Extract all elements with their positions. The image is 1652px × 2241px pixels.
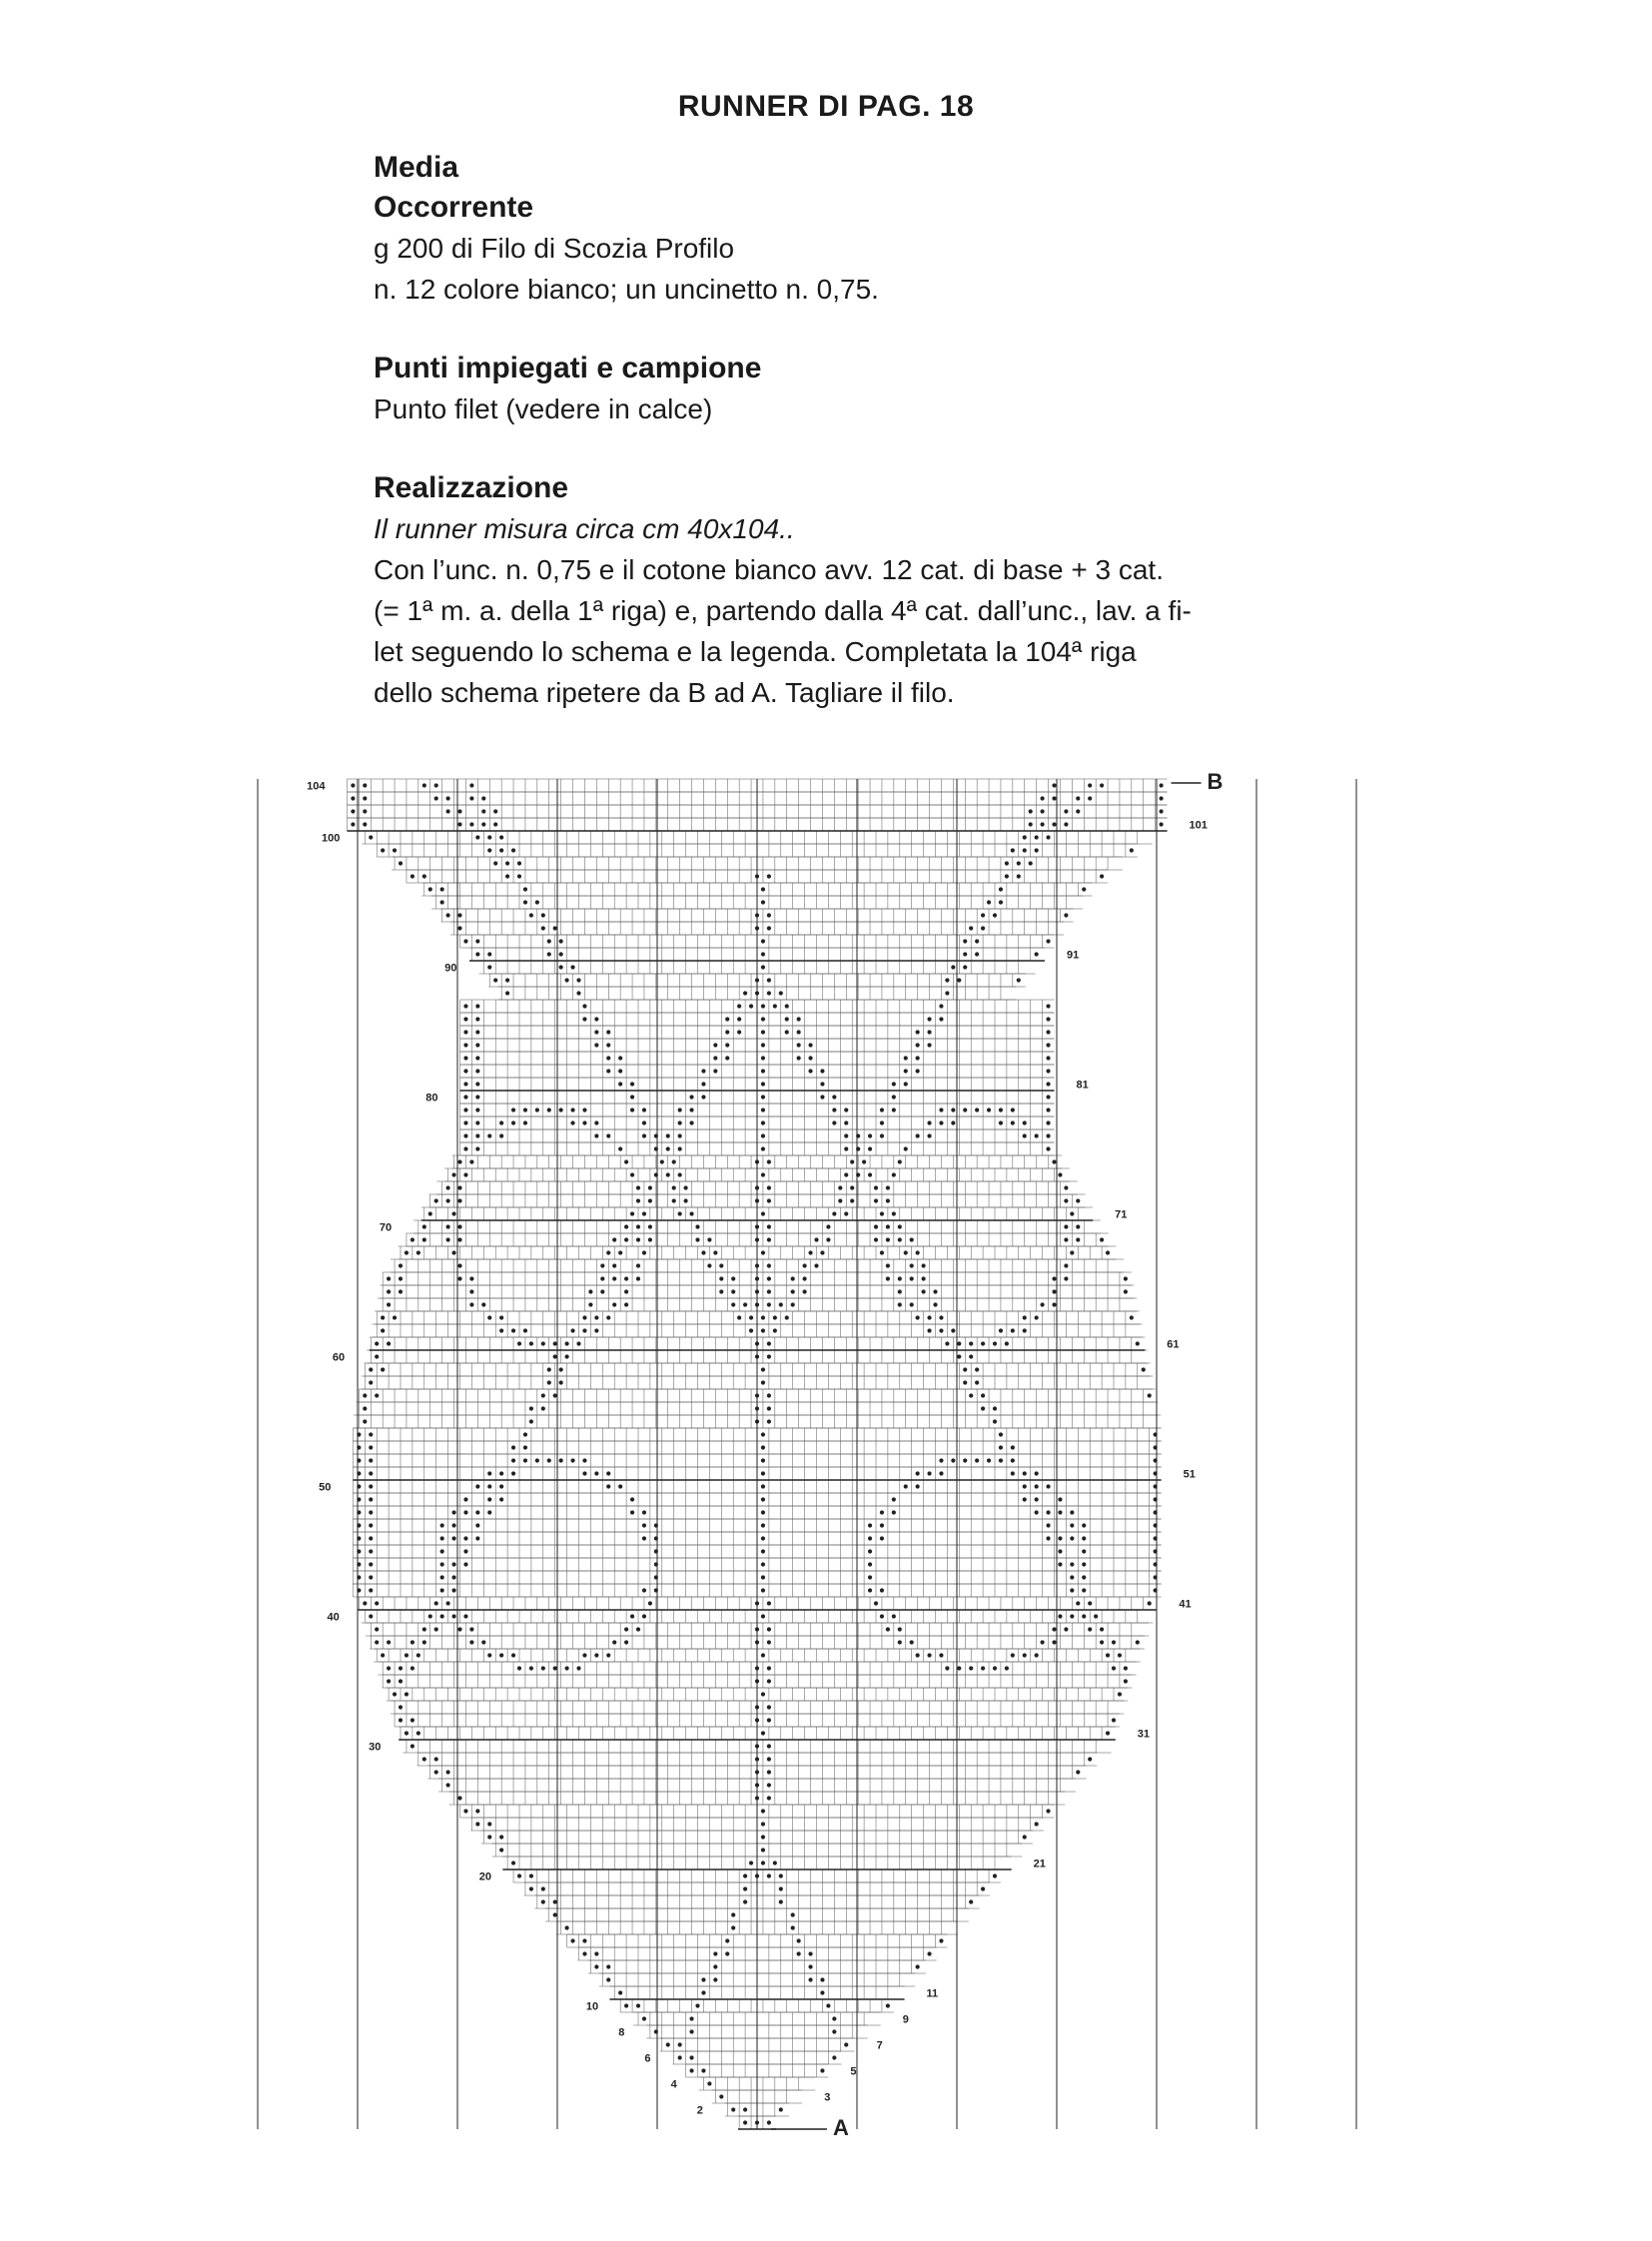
filet-chart-svg — [200, 759, 1458, 2157]
difficulty-heading: Media — [374, 151, 459, 184]
materials-line-2: n. 12 colore bianco; un uncinetto n. 0,75. — [374, 274, 879, 305]
execution-line-3: let seguendo lo schema e la legenda. Completata la 104ª riga — [374, 636, 1137, 667]
execution-line-1: Con l’unc. n. 0,75 e il cotone bianco avv. 12 cat. di base + 3 cat. — [374, 554, 1164, 585]
materials-line-1: g 200 di Filo di Scozia Profilo — [374, 233, 735, 264]
execution-size: Il runner misura circa cm 40x104.. — [374, 513, 795, 544]
execution-line-2: (= 1ª m. a. della 1ª riga) e, partendo dalla 4ª cat. dall’unc., lav. a fi- — [374, 595, 1192, 626]
instructions-block — [374, 148, 1292, 713]
execution-line-4: dello schema ripetere da B ad A. Tagliare il filo. — [374, 677, 955, 708]
stitches-text: Punto filet (vedere in calce) — [374, 393, 713, 424]
materials-heading: Occorrente — [374, 191, 534, 224]
stitches-heading: Punti impiegati e campione — [374, 352, 762, 384]
filet-chart — [200, 759, 1458, 2157]
execution-heading: Realizzazione — [374, 471, 569, 504]
page-title: RUNNER DI PAG. 18 — [677, 90, 975, 123]
